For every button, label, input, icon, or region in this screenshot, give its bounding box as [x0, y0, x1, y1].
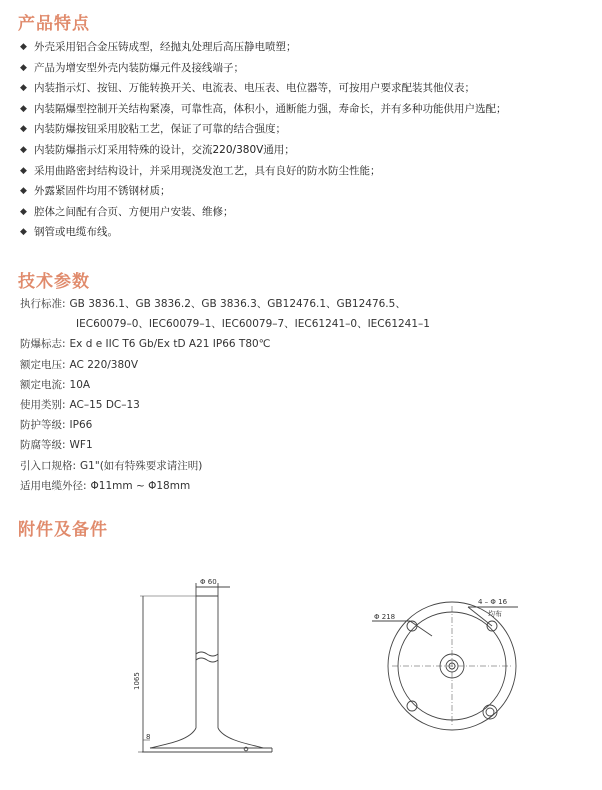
param-value: WF1	[69, 439, 93, 452]
feature-text: 采用曲路密封结构设计，并采用现浇发泡工艺，具有良好的防水防尘性能；	[34, 164, 381, 177]
base-right-flare	[218, 728, 264, 748]
param-label: 防爆标志:	[20, 338, 66, 351]
feature-text: 钢管或电缆布线。	[34, 226, 118, 239]
param-label: 引入口规格:	[20, 459, 77, 472]
bullet-icon: ◆	[20, 165, 27, 176]
feature-text: 内装指示灯、按钮、万能转换开关、电流表、电压表、电位器等，可按用户要求配装其他仪表；	[34, 82, 475, 95]
feature-text: 内装防爆按钮采用胶粘工艺，保证了可靠的结合强度；	[34, 123, 286, 136]
param-value: GB 3836.1、GB 3836.2、GB 3836.3、GB12476.1、GB12476.5、	[69, 298, 406, 310]
mount-hole-br-inner	[486, 708, 494, 716]
dim-pipe-diameter: Φ 60	[200, 578, 217, 586]
feature-text: 腔体之间配有合页、方便用户安装、维修；	[34, 205, 234, 218]
feature-text: 产品为增安型外壳内装防爆元件及接线端子；	[34, 61, 244, 74]
param-label: 防腐等级:	[20, 439, 66, 452]
param-value: AC 220/380V	[69, 358, 139, 371]
param-label: 适用电缆外径:	[20, 479, 87, 492]
bullet-icon: ◆	[20, 42, 27, 52]
mount-hole-br	[483, 705, 497, 719]
bullet-icon: ◆	[20, 144, 27, 155]
break-mark-top	[196, 652, 218, 656]
param-value: IEC60079–0、IEC60079–1、IEC60079–7、IEC61241–0、IEC61241–1	[76, 318, 430, 331]
dim-holes-note: 均布	[488, 610, 502, 618]
param-label: 额定电压:	[20, 358, 66, 371]
bullet-icon: ◆	[20, 83, 27, 94]
param-label: 防护等级:	[20, 419, 66, 432]
bullet-icon: ◆	[20, 62, 27, 73]
param-label: 额定电流:	[20, 378, 66, 391]
param-label: 执行标准:	[20, 298, 66, 310]
feature-text: 内装隔爆型控制开关结构紧凑，可靠性高，体积小，通断能力强，寿命长，并有多种功能供用户选配；	[34, 102, 507, 115]
param-label: 使用类别:	[20, 398, 66, 411]
dim-holes: 4 – Φ 16	[478, 598, 508, 606]
bullet-icon: ◆	[20, 206, 27, 217]
bullet-icon: ◆	[20, 227, 27, 238]
param-value: IP66	[69, 419, 93, 432]
param-value: G1"(如有特殊要求请注明)	[80, 459, 203, 472]
param-value: Ex d e IIC T6 Gb/Ex tD A21 IP66 T80℃	[69, 338, 271, 351]
bullet-icon: ◆	[20, 124, 27, 135]
break-mark-bottom	[196, 658, 218, 662]
accessories-title: 附件及备件	[18, 520, 108, 540]
feature-text: 内装防爆指示灯采用特殊的设计，交流220/380V通用；	[34, 143, 295, 156]
params-title: 技术参数	[18, 272, 90, 292]
features-title: 产品特点	[18, 14, 90, 34]
bullet-icon: ◆	[20, 186, 27, 197]
bullet-icon: ◆	[20, 103, 27, 114]
dim-height: 1065	[133, 672, 141, 690]
feature-text: 外壳采用铝合金压铸成型，经抛丸处理后高压静电喷塑；	[34, 41, 297, 53]
dim-base-thickness-label: 8	[146, 733, 151, 741]
param-value: 10A	[69, 378, 91, 391]
base-left-flare	[150, 728, 196, 748]
feature-text: 外露紧固件均用不锈钢材质；	[34, 185, 171, 198]
param-value: AC–15 DC–13	[69, 398, 140, 411]
param-value: Φ11mm ~ Φ18mm	[90, 479, 191, 492]
dim-plate-diameter: Φ 218	[374, 613, 396, 621]
